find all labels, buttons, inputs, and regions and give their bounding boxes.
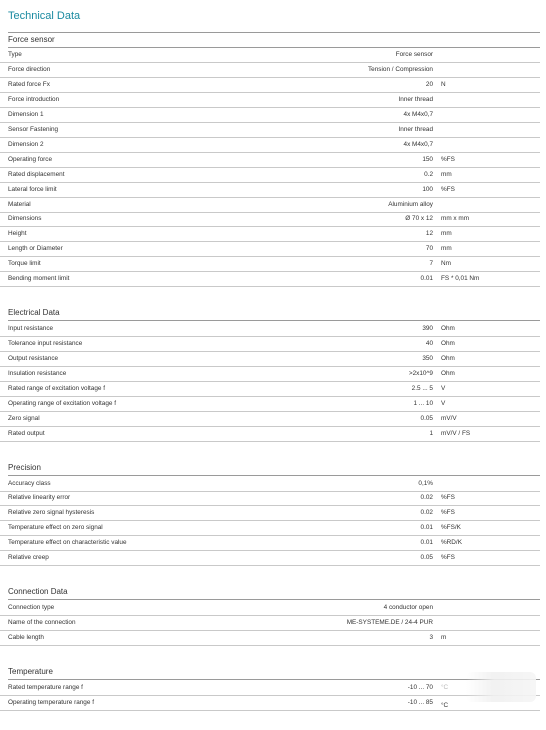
row-value: -10 ... 85	[407, 699, 433, 706]
row-label: Name of the connection	[8, 619, 76, 626]
table-row	[0, 226, 540, 242]
table-row	[0, 256, 540, 272]
table-row	[0, 680, 540, 696]
row-label: Zero signal	[8, 415, 40, 422]
row-unit: °C	[441, 702, 449, 709]
table-row	[0, 137, 540, 153]
table-row	[0, 351, 540, 367]
table-row	[0, 211, 540, 227]
row-unit: Ohm	[441, 325, 455, 332]
row-value: 1 ... 10	[413, 400, 433, 407]
row-unit: V	[441, 385, 446, 392]
row-label: Height	[8, 230, 27, 237]
row-unit: FS * 0,01 Nm	[441, 275, 480, 282]
row-unit: Nm	[441, 260, 451, 267]
row-value: 0.02	[420, 494, 433, 501]
row-unit: Ohm	[441, 355, 455, 362]
row-value: Inner thread	[398, 126, 433, 133]
row-value: 390	[422, 325, 433, 332]
row-unit: %FS	[441, 509, 455, 516]
watermark-overlay	[466, 672, 536, 702]
row-value: Aluminium alloy	[388, 201, 433, 208]
section-heading-force-sensor: Force sensor	[8, 32, 540, 48]
row-value: Ø 70 x 12	[405, 215, 433, 222]
row-value: 20	[425, 81, 433, 88]
table-row	[0, 600, 540, 616]
row-value: 0,1%	[418, 480, 433, 487]
row-label: Connection type	[8, 604, 55, 611]
row-label: Rated force Fx	[8, 81, 50, 88]
row-value: Force sensor	[395, 51, 433, 58]
row-label: Accuracy class	[8, 480, 51, 487]
row-label: Lateral force limit	[8, 186, 57, 193]
table-row	[0, 520, 540, 536]
row-label: Torque limit	[8, 260, 41, 267]
table-row	[0, 321, 540, 337]
row-label: Length or Diameter	[8, 245, 63, 252]
row-value: 0.2	[424, 171, 433, 178]
row-unit: Ohm	[441, 370, 455, 377]
row-value: 2.5 ... 5	[411, 385, 433, 392]
row-value: 7	[429, 260, 433, 267]
page-title: Technical Data	[8, 10, 81, 22]
row-label: Dimension 1	[8, 111, 44, 118]
row-label: Relative zero signal hysteresis	[8, 509, 95, 516]
row-label: Relative creep	[8, 554, 49, 561]
table-row	[0, 615, 540, 631]
row-unit: %FS	[441, 156, 455, 163]
table-row	[0, 535, 540, 551]
row-unit: V	[441, 400, 446, 407]
row-unit: mV/V	[441, 415, 457, 422]
row-unit: %FS/K	[441, 524, 461, 531]
row-label: Dimensions	[8, 215, 42, 222]
row-value: 12	[425, 230, 433, 237]
row-label: Rated output	[8, 430, 45, 437]
row-label: Temperature effect on zero signal	[8, 524, 103, 531]
row-value: ME-SYSTEME.DE / 24-4 PUR	[346, 619, 433, 626]
row-value: 0.05	[420, 554, 433, 561]
table-row	[0, 92, 540, 108]
row-value: 0.01	[420, 524, 433, 531]
row-label: Force direction	[8, 66, 51, 73]
row-label: Rated temperature range f	[8, 684, 83, 691]
table-row	[0, 62, 540, 78]
table-row	[0, 336, 540, 352]
row-value: >2x10^9	[408, 370, 433, 377]
row-value: 1	[429, 430, 433, 437]
row-label: Bending moment limit	[8, 275, 70, 282]
table-row	[0, 426, 540, 442]
row-label: Rated range of excitation voltage f	[8, 385, 105, 392]
section-heading-connection-data: Connection Data	[8, 585, 540, 600]
row-value: Tension / Compression	[367, 66, 433, 73]
table-row	[0, 490, 540, 506]
table-row	[0, 241, 540, 257]
row-label: Dimension 2	[8, 141, 44, 148]
row-label: Cable length	[8, 634, 44, 641]
table-row	[0, 152, 540, 168]
row-label: Force introduction	[8, 96, 60, 103]
row-unit: m	[441, 634, 447, 641]
row-value: 70	[425, 245, 433, 252]
row-label: Temperature effect on characteristic value	[8, 539, 127, 546]
row-label: Input resistance	[8, 325, 54, 332]
row-label: Rated displacement	[8, 171, 65, 178]
row-value: 3	[429, 634, 433, 641]
row-label: Relative linearity error	[8, 494, 71, 501]
table-row	[0, 271, 540, 287]
table-row	[0, 411, 540, 427]
row-value: Inner thread	[398, 96, 433, 103]
table-row	[0, 396, 540, 412]
row-value: 4 conductor open	[383, 604, 433, 611]
row-label: Material	[8, 201, 31, 208]
row-label: Type	[8, 51, 22, 58]
row-unit: N	[441, 81, 446, 88]
row-unit: mm	[441, 171, 452, 178]
row-unit: mV/V / FS	[441, 430, 471, 437]
table-row	[0, 630, 540, 646]
row-label: Output resistance	[8, 355, 59, 362]
table-row	[0, 505, 540, 521]
table-row	[0, 167, 540, 183]
row-value: -10 ... 70	[407, 684, 433, 691]
row-unit: %RD/K	[441, 539, 462, 546]
row-label: Insulation resistance	[8, 370, 67, 377]
table-row	[0, 381, 540, 397]
row-value: 0.02	[420, 509, 433, 516]
row-unit: mm	[441, 230, 452, 237]
table-row	[0, 122, 540, 138]
table-row	[0, 47, 540, 63]
row-value: 40	[425, 340, 433, 347]
table-row	[0, 366, 540, 382]
row-label: Operating temperature range f	[8, 699, 94, 706]
table-row	[0, 182, 540, 198]
row-unit: %FS	[441, 186, 455, 193]
row-unit: Ohm	[441, 340, 455, 347]
row-unit: mm	[441, 245, 452, 252]
row-value: 0.01	[420, 539, 433, 546]
row-value: 0.01	[420, 275, 433, 282]
row-value: 150	[422, 156, 433, 163]
row-value: 4x M4x0,7	[403, 141, 433, 148]
row-unit: %FS	[441, 494, 455, 501]
row-value: 100	[422, 186, 433, 193]
row-label: Tolerance input resistance	[8, 340, 83, 347]
table-row	[0, 77, 540, 93]
row-unit: %FS	[441, 554, 455, 561]
section-heading-temperature: Temperature	[8, 665, 540, 680]
row-label: Operating range of excitation voltage f	[8, 400, 116, 407]
row-unit: mm x mm	[441, 215, 470, 222]
row-value: 0.05	[420, 415, 433, 422]
section-heading-electrical-data: Electrical Data	[8, 306, 540, 321]
row-label: Operating force	[8, 156, 53, 163]
table-row	[0, 107, 540, 123]
row-unit: °C	[441, 684, 449, 691]
row-value: 4x M4x0,7	[403, 111, 433, 118]
row-label: Sensor Fastening	[8, 126, 59, 133]
table-row	[0, 550, 540, 566]
row-value: 350	[422, 355, 433, 362]
table-row	[0, 695, 540, 711]
section-heading-precision: Precision	[8, 461, 540, 476]
